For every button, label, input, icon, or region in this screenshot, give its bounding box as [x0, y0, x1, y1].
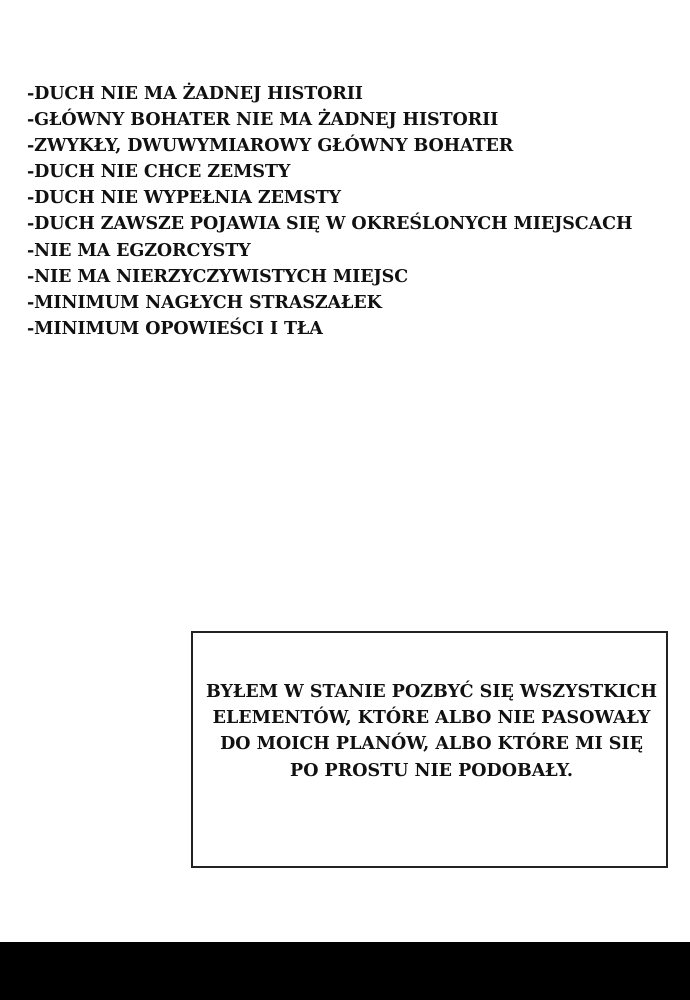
- caption-text: [203, 679, 660, 784]
- caption-box: [191, 631, 668, 868]
- list-item: -MINIMUM NAGŁYCH STRASZAŁEK: [27, 292, 382, 313]
- list-item: -ZWYKŁY, DWUWYMIAROWY GŁÓWNY BOHATER: [27, 136, 514, 157]
- list-item: -DUCH NIE WYPEŁNIA ZEMSTY: [27, 188, 341, 209]
- list-item: -NIE MA EGZORCYSTY: [27, 240, 251, 261]
- caption-line: ELEMENTÓW, KTÓRE ALBO NIE PASOWAŁY: [212, 708, 651, 729]
- list-item: -DUCH ZAWSZE POJAWIA SIĘ W OKREŚLONYCH MIEJSCACH: [27, 214, 633, 235]
- list-item: -DUCH NIE MA ŻADNEJ HISTORII: [27, 84, 363, 104]
- caption-line: BYŁEM W STANIE POZBYĆ SIĘ WSZYSTKICH: [205, 682, 658, 702]
- list-item: -DUCH NIE CHCE ZEMSTY: [27, 162, 291, 183]
- list-item: -NIE MA NIERZYCZYWISTYCH MIEJSC: [27, 266, 409, 287]
- bottom-black-bar: [0, 942, 690, 1000]
- caption-line: PO PROSTU NIE PODOBAŁY.: [290, 760, 573, 781]
- list-item: -GŁÓWNY BOHATER NIE MA ŻADNEJ HISTORII: [27, 110, 499, 131]
- caption-line: DO MOICH PLANÓW, ALBO KTÓRE MI SIĘ: [220, 734, 643, 755]
- element-list: [27, 81, 632, 342]
- list-item: -MINIMUM OPOWIEŚCI I TŁA: [27, 318, 323, 339]
